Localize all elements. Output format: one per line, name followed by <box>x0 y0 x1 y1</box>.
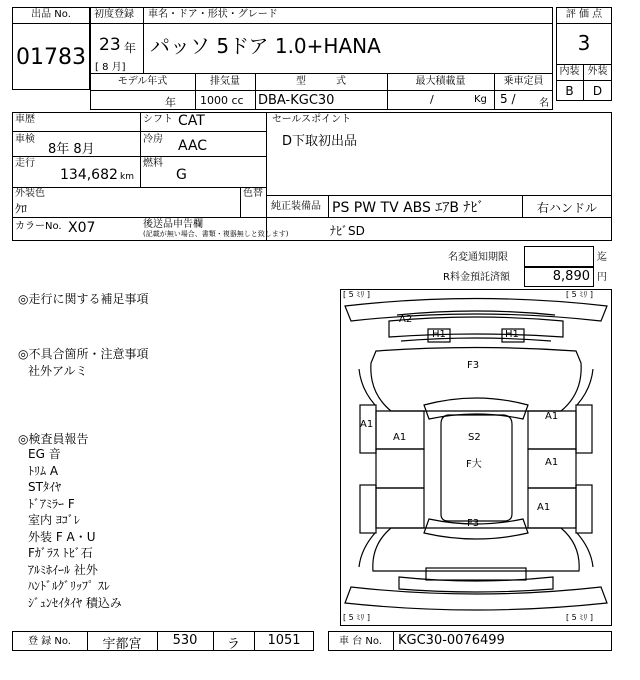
damage-mark-a1-right-mid: A1 <box>545 457 559 468</box>
inspector-line: ｱﾙﾐﾎｲｰﾙ 社外 <box>28 562 98 577</box>
capacity-label: 乗車定員 <box>503 76 544 87</box>
max-load-value: / <box>430 93 434 106</box>
displacement: 1000 cc <box>200 94 244 107</box>
inspector-line: 外装 F A・U <box>28 529 96 544</box>
documents-label: 後送品申告欄 <box>143 219 203 230</box>
mileage-unit: km <box>120 172 134 182</box>
recycle-fee-label: R料金預託済額 <box>443 272 510 283</box>
car-name-label: 車名・ドア・形状・グレード <box>148 9 278 20</box>
damage-mark-a1-left-outer: A1 <box>360 419 374 430</box>
car-name: パッソ 5ドア 1.0+HANA <box>150 34 381 58</box>
equipment-label: 純正装備品 <box>271 201 321 212</box>
damage-mark-a2: A2 <box>399 314 413 325</box>
exterior-grade: D <box>592 84 603 98</box>
damage-mark-a1-left-inner: A1 <box>393 432 407 443</box>
defects-title: ◎不具合箇所・注意事項 <box>18 347 149 361</box>
lot-number: 01783 <box>16 45 86 70</box>
score: 3 <box>577 31 591 55</box>
color-number-value: X07 <box>68 220 96 236</box>
documents-note: (記載が無い場合、書類・複器無しと致します) <box>143 230 289 238</box>
damage-mark-f3-rear: F3 <box>467 518 480 529</box>
mileage-value: 134,682 <box>60 167 118 183</box>
inspector-line: ｼﾞｭﾝｾｲﾀｲﾔ 積込み <box>28 595 122 610</box>
inspection-value: 8年 8月 <box>48 142 95 157</box>
sales-point-label: セールスポイント <box>272 114 352 125</box>
tire-depth-front-left: [ 5 ﾐﾘ ] <box>343 290 370 299</box>
chassis-label: 車 台 No. <box>339 636 382 647</box>
name-change-deadline-box <box>524 246 594 267</box>
displacement-label: 排気量 <box>210 76 240 87</box>
registration-area: 宇都宮 <box>102 637 142 652</box>
recycle-fee-value: 8,890 <box>552 269 590 284</box>
model-year-label: モデル年式 <box>117 76 168 87</box>
model-year-unit: 年 <box>165 96 176 109</box>
defect-item: 社外アルミ <box>28 364 88 378</box>
windshield <box>424 398 528 419</box>
first-registration-label: 初度登録 <box>94 9 134 20</box>
model-type: DBA-KGC30 <box>258 93 335 108</box>
name-change-deadline-label: 名変通知期限 <box>448 252 508 263</box>
damage-mark-a1-right-low: A1 <box>537 502 551 513</box>
inspector-line: STﾀｲﾔ <box>28 480 61 494</box>
damage-mark-s2: S2 <box>468 432 481 443</box>
exterior-color-value: ｸﾛ <box>15 202 28 216</box>
tire-depth-rear-right: [ 5 ﾐﾘ ] <box>566 613 593 622</box>
max-load-unit: Kg <box>474 94 487 105</box>
year-unit: 年 <box>124 41 137 55</box>
recycle-fee-unit: 円 <box>597 272 607 283</box>
history-label: 車歴 <box>15 114 35 125</box>
ac-value: AAC <box>178 138 208 154</box>
mileage-label: 走行 <box>15 158 35 169</box>
inspector-line: 室内 ﾖｺﾞﾚ <box>28 513 80 527</box>
inspector-line: Fｶﾞﾗｽ ﾄﾋﾞ石 <box>28 546 93 560</box>
tire-depth-front-right: [ 5 ﾐﾘ ] <box>566 290 593 299</box>
rear-bumper <box>345 568 607 610</box>
interior-grade: B <box>565 84 574 98</box>
inspector-report-title: ◎検査員報告 <box>18 432 89 446</box>
model-type-label: 型 式 <box>296 76 346 87</box>
front-bumper <box>345 299 607 338</box>
inspector-line: ﾄﾞｱﾐﾗｰ F <box>28 496 75 511</box>
fuel-label: 燃料 <box>143 158 163 169</box>
tailgate <box>373 528 579 571</box>
capacity-unit: 名 <box>539 98 549 109</box>
capacity-value: 5 / <box>500 92 516 106</box>
damage-mark-f-large: F大 <box>466 459 482 470</box>
tire-depth-rear-left: [ 5 ﾐﾘ ] <box>343 613 370 622</box>
lot-number-label: 出品 No. <box>31 9 71 20</box>
chassis-number: KGC30-0076499 <box>398 633 505 648</box>
color-change-label: 色替 <box>243 188 263 199</box>
registration-kana: ラ <box>226 637 240 652</box>
registration-number: 1051 <box>267 633 301 648</box>
first-registration-month: [ 8 月] <box>95 62 126 73</box>
damage-mark-f3-front: F3 <box>467 360 480 371</box>
first-registration-year: 23 <box>99 35 121 55</box>
inspector-line: EG 音 <box>28 447 61 461</box>
damage-mark-h1-left: H1 <box>432 329 446 340</box>
score-label: 評 価 点 <box>565 9 603 20</box>
damage-mark-h1-right: H1 <box>505 329 519 340</box>
registration-label: 登 録 No. <box>28 636 71 647</box>
name-change-deadline-unit: 迄 <box>597 252 607 263</box>
hood <box>371 338 581 411</box>
ac-label: 冷房 <box>143 134 163 145</box>
car-diagram-drawing <box>341 290 611 625</box>
inspector-line: ﾄﾘﾑ A <box>28 463 59 478</box>
fuel-value: G <box>176 167 187 183</box>
inspection-label: 車検 <box>15 134 35 145</box>
shift-label: シフト <box>143 114 173 125</box>
equipment-value: PS PW TV ABS ｴｱB ﾅﾋﾞ <box>332 200 485 216</box>
damage-mark-a1-right-upper: A1 <box>545 411 559 422</box>
exterior-color-label: 外装色 <box>15 188 45 199</box>
steering: 右ハンドル <box>536 201 597 215</box>
registration-class: 530 <box>172 633 198 648</box>
interior-label: 内装 <box>559 66 580 77</box>
max-load-label: 最大積載量 <box>415 76 466 87</box>
documents-value: ﾅﾋﾞSD <box>330 224 365 238</box>
sales-point-value: D下取初出品 <box>282 134 358 149</box>
shift-value: CAT <box>178 113 205 129</box>
exterior-label: 外装 <box>587 66 608 77</box>
inspector-report-list <box>28 446 122 611</box>
driving-notes-title: ◎走行に関する補足事項 <box>18 292 149 306</box>
color-number-label: カラーNo. <box>15 221 62 232</box>
damage-diagram <box>340 289 612 626</box>
inspector-line: ﾊﾝﾄﾞﾙｸﾞﾘｯﾌﾟ ｽﾚ <box>28 579 110 593</box>
